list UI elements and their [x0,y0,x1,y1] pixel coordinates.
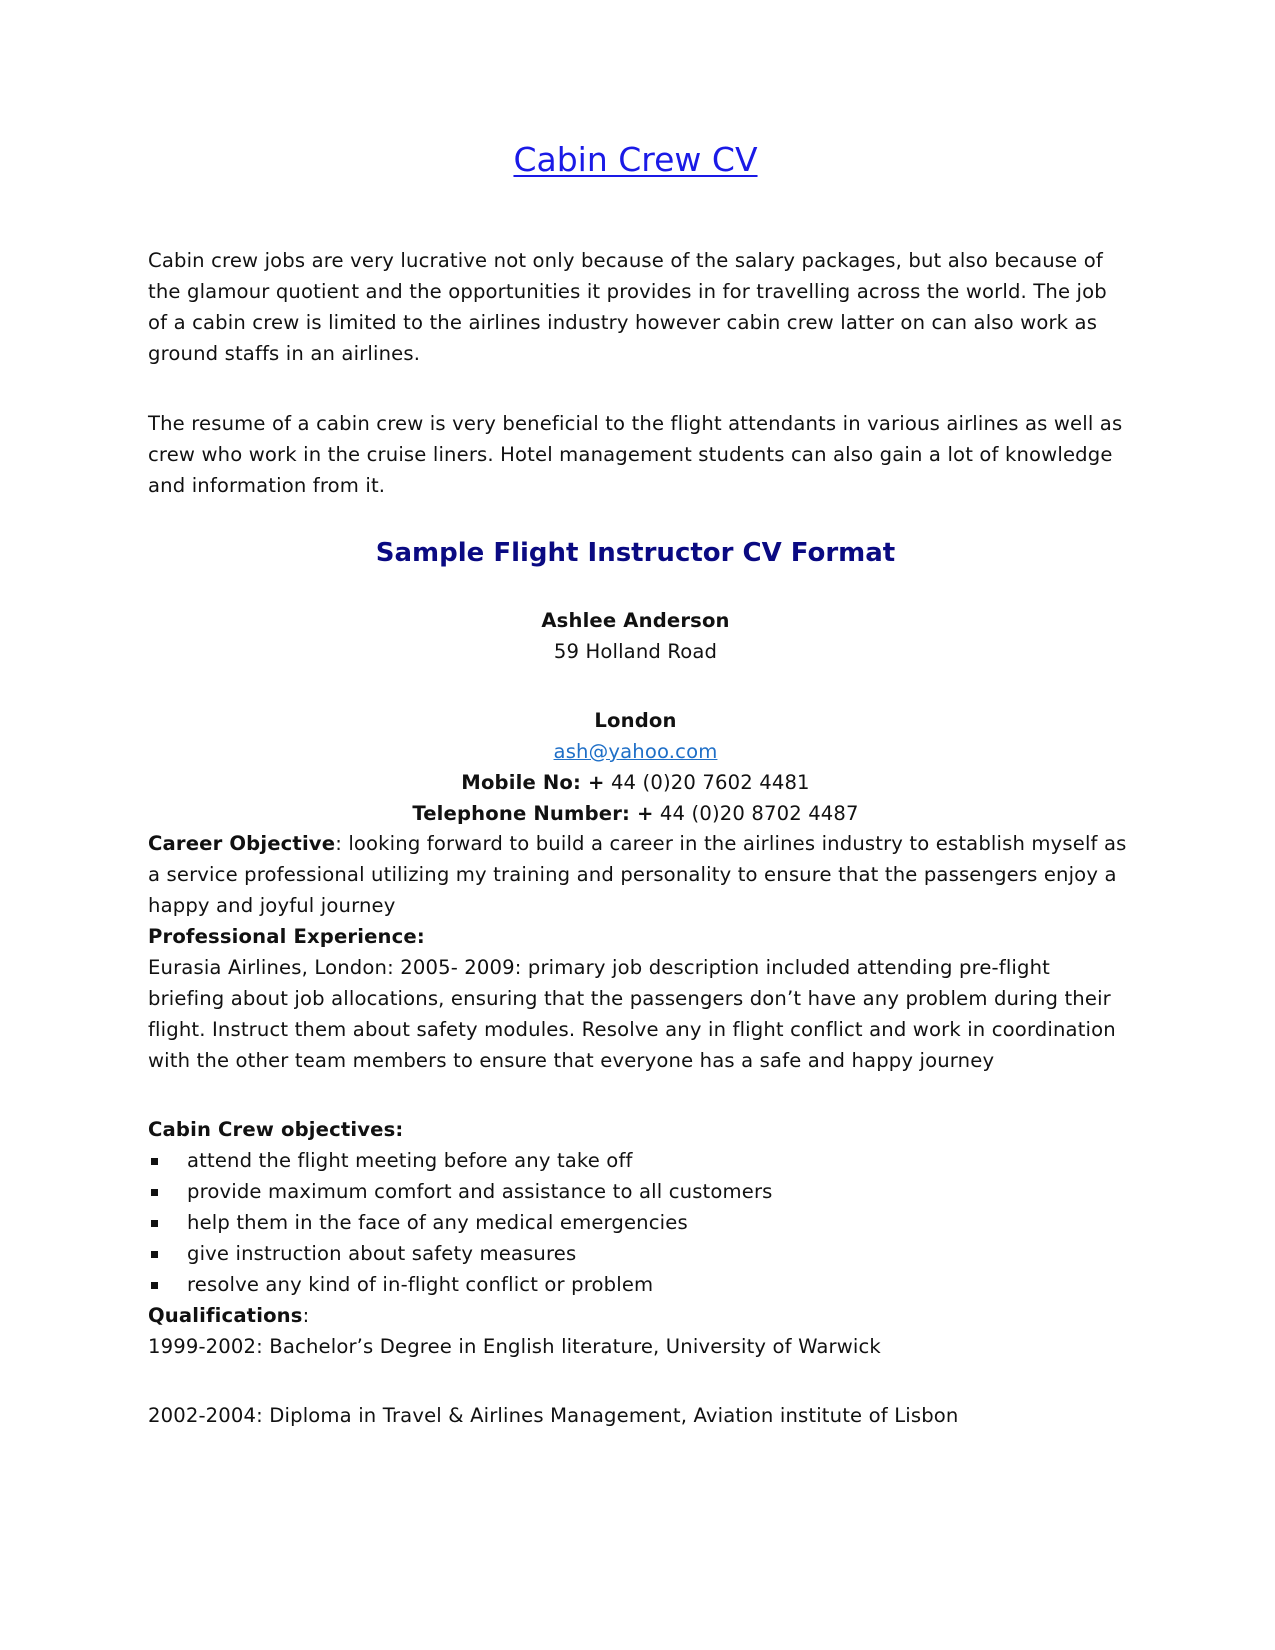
list-item: provide maximum comfort and assistance to all customers [148,1176,1128,1207]
qualifications-heading [148,1300,1128,1331]
telephone-label: Telephone Number: + [412,802,654,825]
contact-city: London [594,709,677,732]
objectives-list [148,1145,1128,1300]
qualifications-colon: : [302,1304,310,1327]
mobile-label: Mobile No: + [461,771,605,794]
list-item: resolve any kind of in-flight conflict or problem [148,1269,1128,1300]
contact-telephone [148,798,1123,829]
page-title[interactable]: Cabin Crew CV [513,140,758,179]
contact-email-link[interactable]: ash@yahoo.com [553,740,718,763]
qualifications-label: Qualifications [148,1304,303,1327]
list-item: help them in the face of any medical emergencies [148,1207,1128,1238]
qualification-item: 2002-2004: Diploma in Travel & Airlines Management, Aviation institute of Lisbon [148,1404,959,1427]
qualification-item: 1999-2002: Bachelor’s Degree in English literature, University of Warwick [148,1335,881,1358]
contact-mobile [148,767,1123,798]
career-objective-label: Career Objective [148,832,336,855]
intro-paragraph-1: Cabin crew jobs are very lucrative not only because of the salary packages, but also because of the glamour quotient and the opportunities it provides in for travelling across the world. The job of a cabin crew is limited to the airlines industry however cabin crew latter on can also work as ground staffs in an airlines. [148,249,1107,365]
contact-name: Ashlee Anderson [541,609,730,632]
career-objective [148,828,1128,921]
list-item: attend the flight meeting before any take off [148,1145,1128,1176]
cv-body [148,828,1128,1431]
objectives-heading: Cabin Crew objectives: [148,1118,404,1141]
experience-text: Eurasia Airlines, London: 2005- 2009: primary job description included attending pre-flight briefing about job allocations, ensuring that the passengers don’t have any problem during their flight. Instruct them about safety modules. Resolve any in flight conflict and work in coordination with the other team members to ensure that everyone has a safe and happy journey [148,956,1116,1072]
list-item: give instruction about safety measures [148,1238,1128,1269]
mobile-value: 44 (0)20 7602 4481 [604,771,810,794]
intro-paragraph-2: The resume of a cabin crew is very beneficial to the flight attendants in various airlines as well as crew who work in the cruise liners. Hotel management students can also gain a lot of knowledge and information from it. [148,412,1123,497]
telephone-value: 44 (0)20 8702 4487 [653,802,859,825]
section-title: Sample Flight Instructor CV Format [375,538,896,568]
career-objective-text: : looking forward to build a career in the airlines industry to establish myself as a service professional utilizing my training and personality to ensure that the passengers enjoy a happy and joyful journey [148,832,1127,917]
contact-address: 59 Holland Road [553,640,718,663]
experience-heading: Professional Experience: [148,925,425,948]
